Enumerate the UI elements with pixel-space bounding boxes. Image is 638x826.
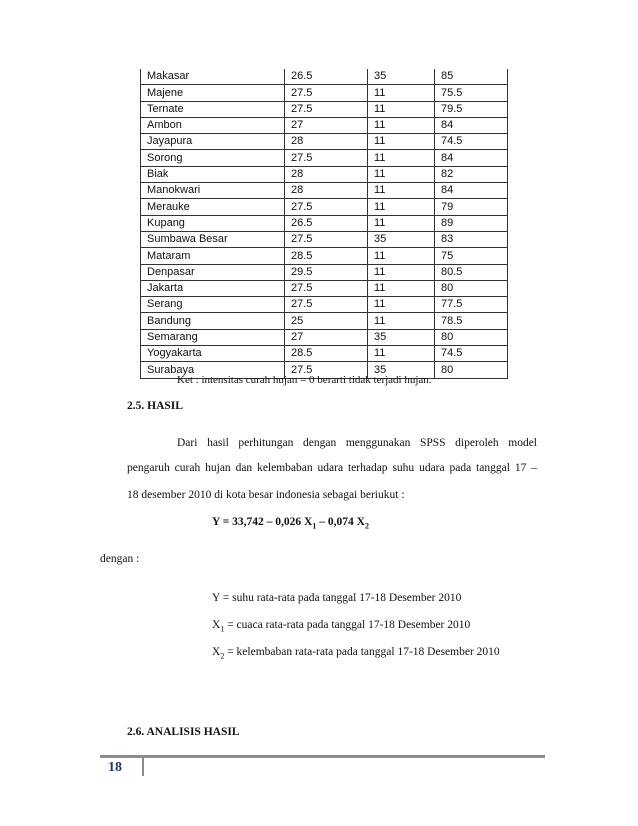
cell-weather: 35 [368, 69, 435, 85]
cell-temperature: 27 [285, 117, 368, 133]
cell-humidity: 80 [435, 280, 508, 296]
cell-weather: 11 [368, 280, 435, 296]
table-row [141, 346, 508, 362]
cell-humidity: 75 [435, 248, 508, 264]
cell-humidity: 74.5 [435, 134, 508, 150]
cell-weather: 11 [368, 150, 435, 166]
table-note: Ket : intensitas curah hujan = 0 berarti tidak terjadi hujan. [177, 374, 432, 386]
cell-weather: 11 [368, 134, 435, 150]
cell-city: Bandung [141, 313, 285, 329]
cell-temperature: 27.5 [285, 231, 368, 247]
cell-city: Surabaya [141, 362, 285, 378]
cell-weather: 11 [368, 166, 435, 182]
cell-weather: 11 [368, 117, 435, 133]
cell-city: Mataram [141, 248, 285, 264]
table-row [141, 297, 508, 313]
table-row [141, 166, 508, 182]
cell-temperature: 28.5 [285, 248, 368, 264]
cell-weather: 11 [368, 199, 435, 215]
definition-y: Y = suhu rata-rata pada tanggal 17-18 Desember 2010 [212, 592, 462, 604]
cell-city: Kupang [141, 215, 285, 231]
cell-humidity: 75.5 [435, 85, 508, 101]
cell-temperature: 27.5 [285, 199, 368, 215]
hasil-paragraph-line-3: 18 desember 2010 di kota besar indonesia sebagai beriukut : [127, 489, 405, 501]
table-row [141, 101, 508, 117]
cell-city: Sumbawa Besar [141, 231, 285, 247]
cell-humidity: 80 [435, 362, 508, 378]
table-row [141, 199, 508, 215]
definition-x1-text: = cuaca rata-rata pada tanggal 17-18 Desember 2010 [224, 619, 471, 631]
cell-city: Biak [141, 166, 285, 182]
cell-temperature: 26.5 [285, 69, 368, 85]
cell-weather: 11 [368, 346, 435, 362]
formula-subscript-1: 1 [312, 521, 317, 531]
table-row [141, 280, 508, 296]
cell-city: Jayapura [141, 134, 285, 150]
cell-city: Majene [141, 85, 285, 101]
definition-x2-sub: 2 [220, 651, 225, 661]
regression-formula [212, 516, 369, 530]
page-number: 18 [108, 760, 122, 775]
cell-weather: 11 [368, 248, 435, 264]
table-row [141, 329, 508, 345]
table-row [141, 264, 508, 280]
cell-city: Makasar [141, 69, 285, 85]
cell-weather: 11 [368, 297, 435, 313]
cell-weather: 11 [368, 85, 435, 101]
cell-temperature: 27.5 [285, 297, 368, 313]
definition-x2-var: X [212, 646, 221, 658]
cell-city: Jakarta [141, 280, 285, 296]
weather-data-table [140, 69, 508, 379]
definition-x2-text: = kelembaban rata-rata pada tanggal 17-18 Desember 2010 [224, 646, 500, 658]
cell-humidity: 85 [435, 69, 508, 85]
formula-subscript-2: 2 [364, 521, 369, 531]
table-row [141, 183, 508, 199]
table-row [141, 150, 508, 166]
formula-part-2: – 0,074 X [316, 516, 365, 528]
cell-temperature: 29.5 [285, 264, 368, 280]
cell-humidity: 82 [435, 166, 508, 182]
table-row [141, 117, 508, 133]
cell-weather: 11 [368, 313, 435, 329]
footer-rule [100, 755, 545, 758]
cell-city: Semarang [141, 329, 285, 345]
table-row [141, 215, 508, 231]
section-heading-analisis: 2.6. ANALISIS HASIL [127, 726, 240, 738]
cell-temperature: 27 [285, 329, 368, 345]
table-row [141, 248, 508, 264]
cell-humidity: 80 [435, 329, 508, 345]
cell-city: Merauke [141, 199, 285, 215]
definition-x1 [212, 619, 470, 633]
cell-humidity: 84 [435, 150, 508, 166]
table-row [141, 134, 508, 150]
dengan-label: dengan : [100, 553, 140, 565]
cell-temperature: 26.5 [285, 215, 368, 231]
cell-city: Manokwari [141, 183, 285, 199]
table-row [141, 69, 508, 85]
cell-weather: 35 [368, 362, 435, 378]
cell-temperature: 27.5 [285, 150, 368, 166]
table-row [141, 313, 508, 329]
cell-weather: 11 [368, 264, 435, 280]
hasil-paragraph-line-1: Dari hasil perhitungan dengan menggunakan SPSS diperoleh model [177, 437, 537, 449]
cell-city: Denpasar [141, 264, 285, 280]
cell-temperature: 27.5 [285, 85, 368, 101]
cell-weather: 35 [368, 231, 435, 247]
cell-humidity: 80.5 [435, 264, 508, 280]
section-heading-hasil: 2.5. HASIL [127, 400, 183, 412]
cell-humidity: 78.5 [435, 313, 508, 329]
table-row [141, 231, 508, 247]
cell-city: Ambon [141, 117, 285, 133]
cell-city: Yogyakarta [141, 346, 285, 362]
hasil-paragraph-line-2: pengaruh curah hujan dan kelembaban udara terhadap suhu udara pada tanggal 17 – [127, 462, 537, 474]
definition-x2 [212, 646, 500, 660]
cell-temperature: 27.5 [285, 101, 368, 117]
cell-humidity: 84 [435, 117, 508, 133]
cell-weather: 35 [368, 329, 435, 345]
cell-temperature: 28 [285, 183, 368, 199]
footer-divider [142, 758, 144, 776]
cell-humidity: 74.5 [435, 346, 508, 362]
definition-x1-var: X [212, 619, 221, 631]
cell-temperature: 28 [285, 166, 368, 182]
cell-weather: 11 [368, 183, 435, 199]
cell-temperature: 27.5 [285, 362, 368, 378]
cell-humidity: 77.5 [435, 297, 508, 313]
cell-humidity: 84 [435, 183, 508, 199]
cell-humidity: 89 [435, 215, 508, 231]
definition-x1-sub: 1 [220, 624, 225, 634]
formula-part-1: Y = 33,742 – 0,026 X [212, 516, 313, 528]
cell-humidity: 79 [435, 199, 508, 215]
cell-city: Sorong [141, 150, 285, 166]
cell-temperature: 27.5 [285, 280, 368, 296]
cell-humidity: 83 [435, 231, 508, 247]
table-row [141, 85, 508, 101]
cell-city: Ternate [141, 101, 285, 117]
cell-humidity: 79.5 [435, 101, 508, 117]
cell-weather: 11 [368, 101, 435, 117]
cell-temperature: 28 [285, 134, 368, 150]
cell-temperature: 25 [285, 313, 368, 329]
cell-weather: 11 [368, 215, 435, 231]
cell-city: Serang [141, 297, 285, 313]
cell-temperature: 28.5 [285, 346, 368, 362]
